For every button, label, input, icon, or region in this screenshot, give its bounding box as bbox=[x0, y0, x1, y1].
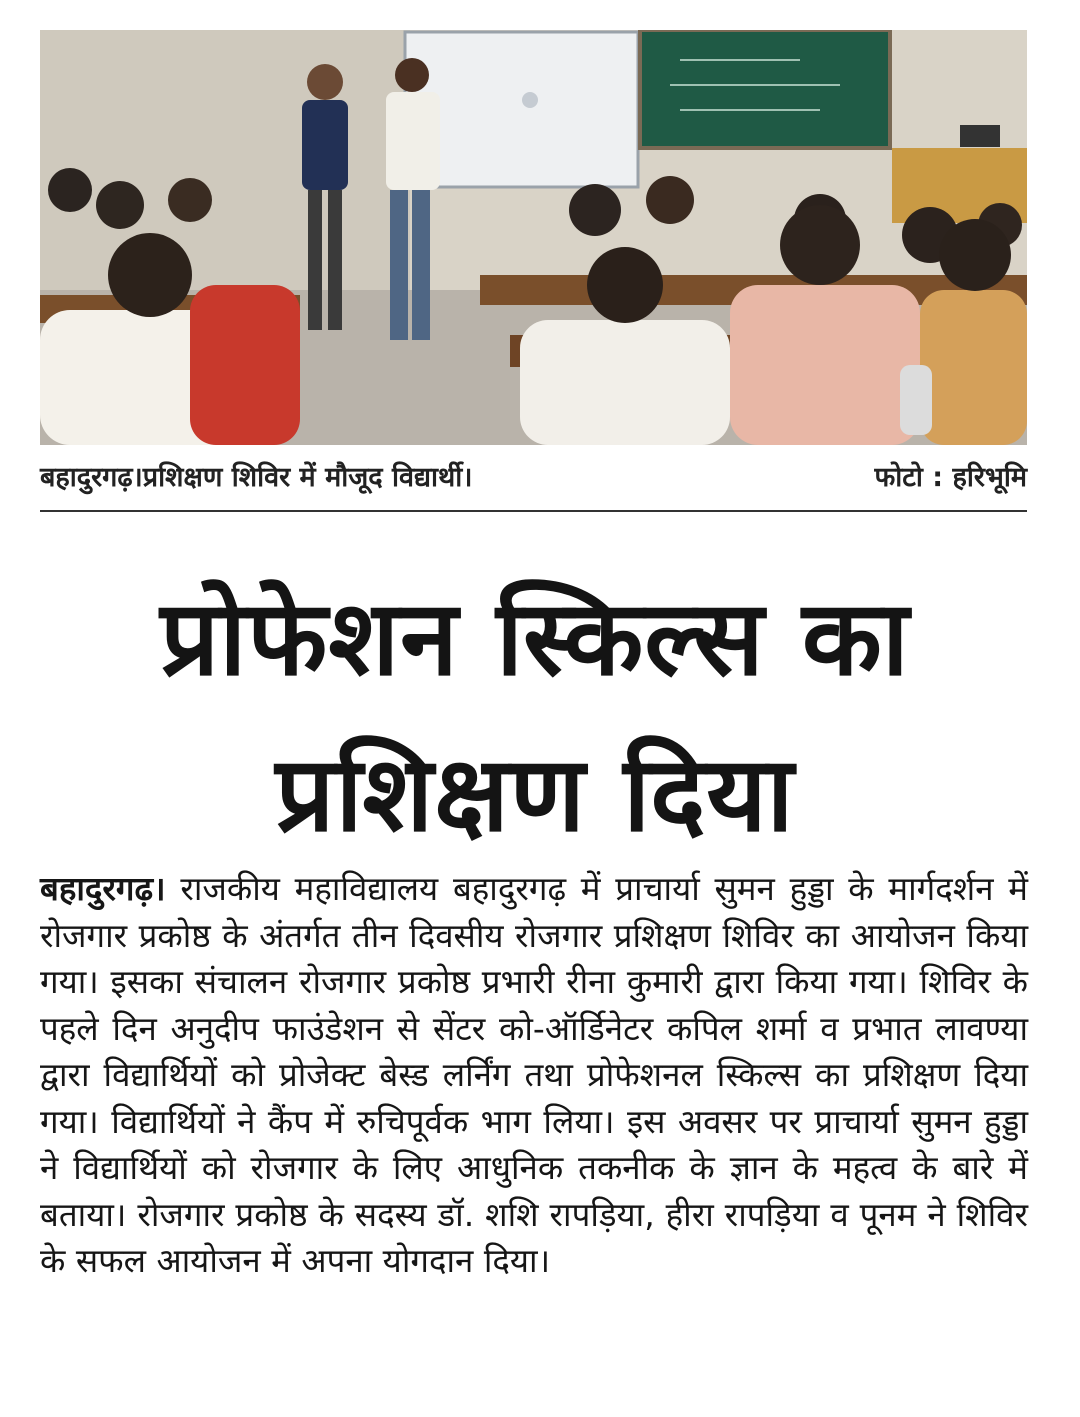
classroom-illustration bbox=[40, 30, 1027, 445]
classroom-photo bbox=[40, 30, 1027, 445]
divider-rule bbox=[40, 510, 1027, 512]
caption-text-group bbox=[40, 457, 473, 494]
photo-caption bbox=[40, 452, 1027, 498]
caption-text: प्रशिक्षण शिविर में मौजूद विद्यार्थी। bbox=[142, 461, 473, 493]
article-text: राजकीय महाविद्यालय बहादुरगढ़ में प्राचार्या सुमन हुड्डा के मार्गदर्शन में रोजगार प्रकोष्ठ के अंतर्गत तीन दिवसीय रोजगार प्रशिक्षण शिविर का आयोजन किया गया। इसका संचालन रोजगार प्रकोष्ठ प्रभारी रीना कुमारी द्वारा किया गया। शिविर के पहले दिन अनुदीप फाउंडेशन से सेंटर को-ऑर्डिनेटर कपिल शर्मा व प्रभात लावण्या द्वारा विद्यार्थियों को प्रोजेक्ट बेस्ड लर्निंग तथा प्रोफेशनल स्किल्स का प्रशिक्षण दिया गया। विद्यार्थियों ने कैंप में रुचिपूर्वक भाग लिया। इस अवसर पर प्राचार्या सुमन हुड्डा ने विद्यार्थियों को रोजगार के लिए आधुनिक तकनीक के ज्ञान के महत्व के बारे में बताया। रोजगार प्रकोष्ठ के सदस्य डॉ. शशि रापड़िया, हीरा रापड़िया व पूनम ने शिविर के सफल आयोजन में अपना योगदान दिया। bbox=[40, 869, 1028, 1280]
caption-separator: । bbox=[132, 461, 143, 493]
article-body bbox=[40, 866, 1028, 1285]
caption-place: बहादुरगढ़ bbox=[40, 461, 133, 493]
headline: प्रोफेशन स्किल्स का प्रशिक्षण दिया bbox=[160, 577, 910, 855]
photo-credit: फोटो : हरिभूमि bbox=[874, 461, 1027, 493]
article-dateline: बहादुरगढ़। bbox=[40, 869, 166, 908]
